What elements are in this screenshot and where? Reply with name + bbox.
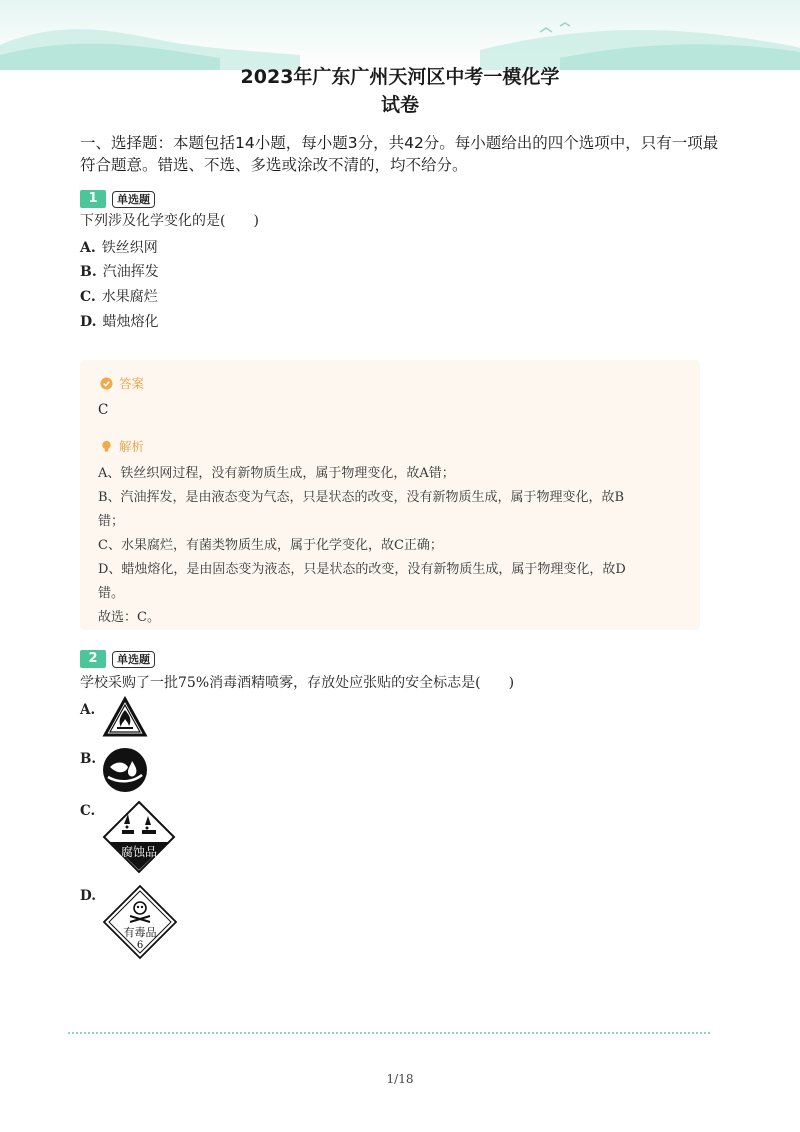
question-1-header bbox=[80, 190, 155, 208]
toxic-sign-icon bbox=[102, 884, 178, 960]
analysis-line: D、蜡烛熔化，是由固态变为液态，只是状态的改变，没有新物质生成，属于物理变化，故D bbox=[98, 562, 626, 577]
option-c bbox=[80, 287, 158, 307]
lightbulb-icon bbox=[100, 440, 113, 453]
option-label: B. bbox=[80, 264, 97, 280]
analysis-line: C、水果腐烂，有菌类物质生成，属于化学变化，故C正确； bbox=[98, 538, 443, 553]
option-label: A. bbox=[80, 240, 96, 256]
analysis-line: B、汽油挥发，是由液态变为气态，只是状态的改变，没有新物质生成，属于物理变化，故B bbox=[98, 490, 625, 505]
analysis-line: A、铁丝织网过程，没有新物质生成，属于物理变化，故A错； bbox=[98, 466, 455, 481]
sign-text: 腐蚀品 bbox=[120, 845, 158, 859]
question-number: 2 bbox=[80, 650, 106, 668]
question-2-header bbox=[80, 650, 155, 668]
option-b-label: B. bbox=[80, 751, 97, 767]
analysis-tag bbox=[100, 437, 144, 455]
option-label: C. bbox=[80, 289, 96, 305]
document-subtitle: 试卷 bbox=[380, 94, 419, 116]
analysis-tag-label: 解析 bbox=[119, 439, 145, 454]
flammable-sign-icon bbox=[102, 696, 148, 738]
check-badge-icon bbox=[100, 377, 113, 390]
question-number: 1 bbox=[80, 190, 106, 208]
footer-divider bbox=[68, 1032, 710, 1034]
page-number: 1/18 bbox=[386, 1072, 414, 1086]
answer-tag-label: 答案 bbox=[119, 376, 145, 391]
option-text: 蜡烛熔化 bbox=[102, 314, 159, 330]
header-banner bbox=[0, 0, 800, 70]
option-d bbox=[80, 312, 159, 332]
option-a bbox=[80, 238, 158, 258]
water-drop-sign-icon bbox=[102, 747, 148, 793]
option-label: D. bbox=[80, 314, 97, 330]
sign-number: 6 bbox=[136, 940, 144, 951]
analysis-line: 故选：C。 bbox=[98, 610, 160, 625]
question-type-badge: 单选题 bbox=[112, 651, 155, 668]
option-a-label: A. bbox=[80, 702, 96, 718]
corrosive-sign-icon bbox=[102, 800, 176, 874]
option-text: 汽油挥发 bbox=[102, 264, 159, 280]
question-type-badge: 单选题 bbox=[112, 191, 155, 208]
analysis-line: 错； bbox=[98, 514, 125, 529]
option-text: 铁丝织网 bbox=[101, 240, 158, 256]
document-title: 2023年广东广州天河区中考一模化学 bbox=[240, 66, 560, 88]
answer-value: C bbox=[98, 402, 109, 418]
option-b bbox=[80, 262, 159, 282]
option-text: 水果腐烂 bbox=[101, 289, 158, 305]
answer-tag bbox=[100, 374, 144, 392]
question-2-stem: 学校采购了一批75%消毒酒精喷雾，存放处应张贴的安全标志是( ) bbox=[80, 675, 515, 691]
option-d-label: D. bbox=[80, 888, 96, 904]
section-instructions: 一、选择题：本题包括14小题，每小题3分，共42分。每小题给出的四个选项中，只有一项最符合题意。错选、不选、多选或涂改不清的，均不给分。 bbox=[80, 134, 719, 174]
sign-text: 有毒品 bbox=[123, 926, 157, 939]
analysis-line: 错。 bbox=[98, 586, 125, 601]
option-c-label: C. bbox=[80, 803, 96, 819]
question-1-stem: 下列涉及化学变化的是( ) bbox=[80, 213, 259, 229]
